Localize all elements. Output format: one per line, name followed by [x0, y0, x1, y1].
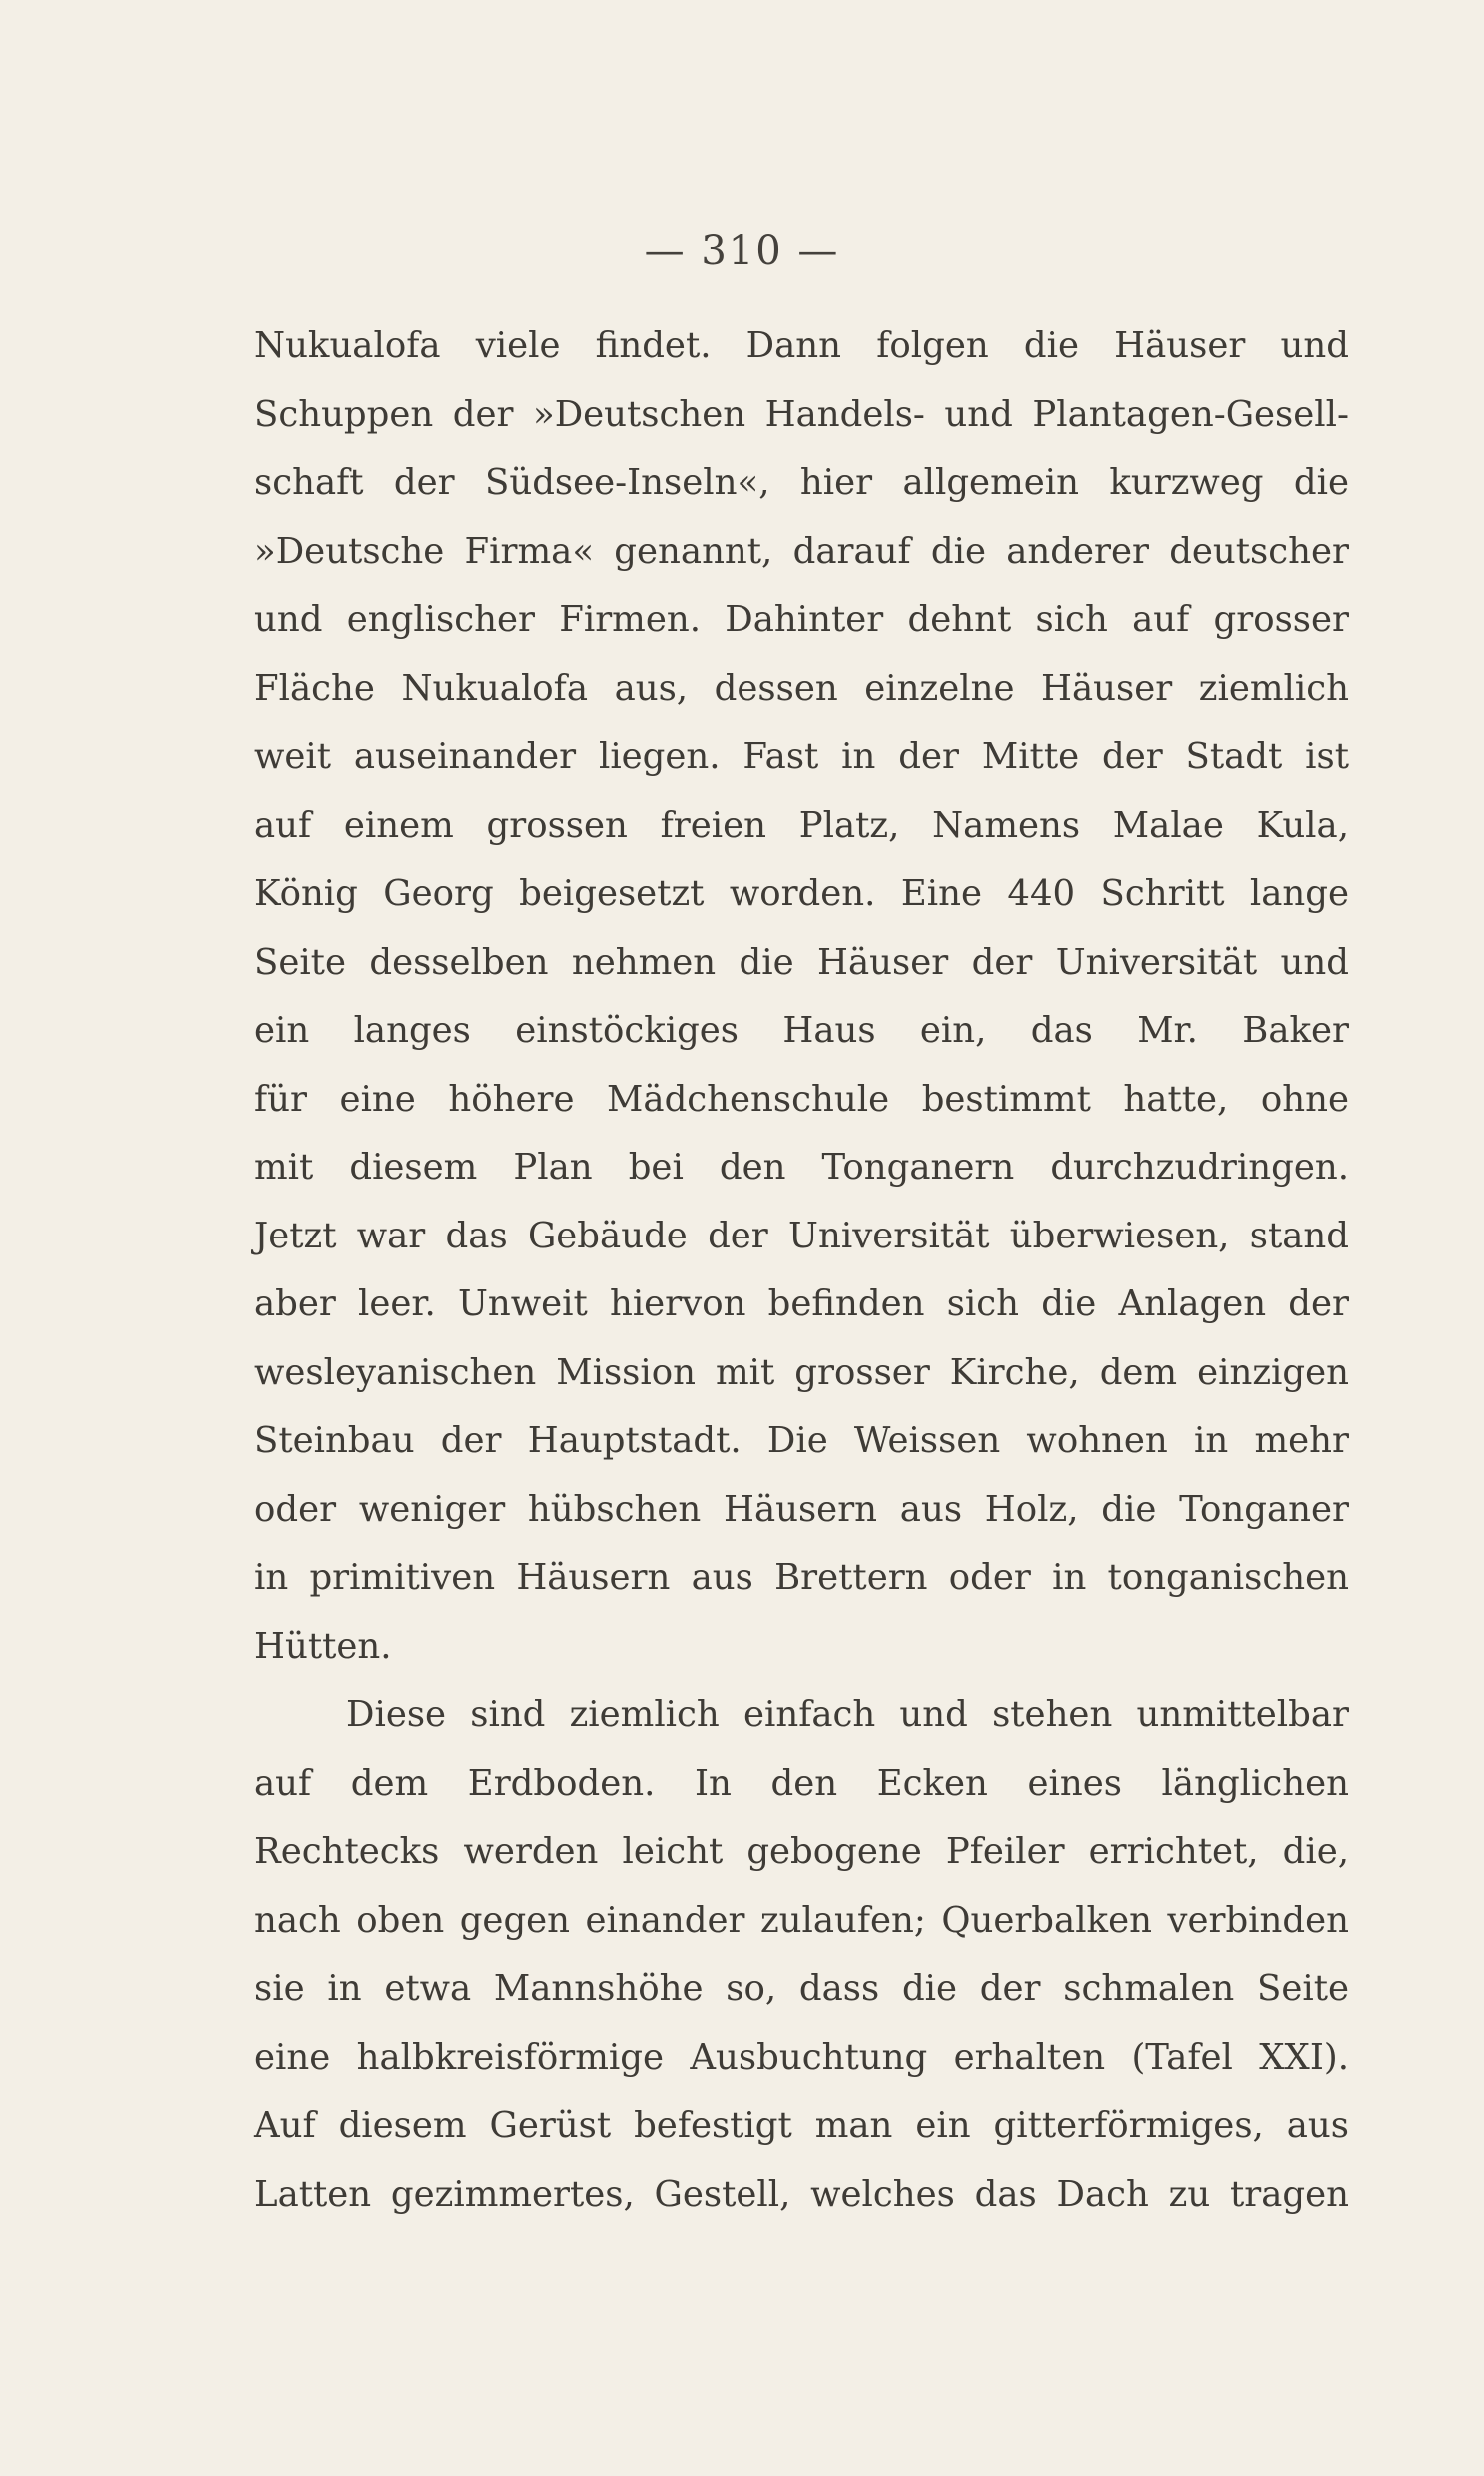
- text-line: Seite desselben nehmen die Häuser der Universität und: [254, 941, 1349, 983]
- text-line: Steinbau der Hauptstadt. Die Weissen wohnen in mehr: [254, 1420, 1349, 1461]
- text-line: Fläche Nukualofa aus, dessen einzelne Häuser ziemlich: [254, 667, 1349, 709]
- text-line: Latten gezimmertes, Gestell, welches das Dach zu tragen: [254, 2173, 1349, 2215]
- text-line: auf einem grossen freien Platz, Namens Malae Kula,: [254, 804, 1349, 846]
- text-line: Jetzt war das Gebäude der Universität überwiesen, stand: [254, 1215, 1349, 1256]
- text-line: auf dem Erdboden. In den Ecken eines länglichen: [254, 1762, 1349, 1804]
- text-line: mit diesem Plan bei den Tonganern durchzudringen.: [254, 1147, 1349, 1188]
- text-line: für eine höhere Mädchenschule bestimmt hatte, ohne: [254, 1078, 1349, 1120]
- text-line: in primitiven Häusern aus Brettern oder in tonganischen: [254, 1557, 1349, 1598]
- text-line: eine halbkreisförmige Ausbuchtung erhalten (Tafel XXI).: [254, 2036, 1349, 2078]
- text-line: Auf diesem Gerüst befestigt man ein gitterförmiges, aus: [254, 2105, 1349, 2146]
- text-line: sie in etwa Mannshöhe so, dass die der schmalen Seite: [254, 1968, 1349, 2009]
- text-line: oder weniger hübschen Häusern aus Holz, die Tonganer: [254, 1488, 1349, 1530]
- text-line: aber leer. Unweit hiervon befinden sich die Anlagen der: [254, 1283, 1349, 1324]
- text-line: Schuppen der »Deutschen Handels- und Plantagen-Gesell-: [254, 393, 1349, 435]
- text-line: Diese sind ziemlich einfach und stehen unmittelbar: [346, 1694, 1349, 1735]
- text-line: König Georg beigesetzt worden. Eine 440 Schritt lange: [254, 873, 1349, 914]
- text-line: und englischer Firmen. Dahinter dehnt sich auf grosser: [254, 599, 1349, 640]
- text-line: wesleyanischen Mission mit grosser Kirche, dem einzigen: [254, 1351, 1349, 1393]
- body-text: [254, 312, 1349, 2229]
- text-line: schaft der Südsee-Inseln«, hier allgemein kurzweg die: [254, 462, 1349, 503]
- text-line: weit auseinander liegen. Fast in der Mitte der Stadt ist: [254, 736, 1349, 777]
- text-line: ein langes einstöckiges Haus ein, das Mr. Baker: [254, 1010, 1349, 1051]
- text-line: »Deutsche Firma« genannt, darauf die anderer deutscher: [254, 530, 1349, 572]
- page-number: — 310 —: [644, 228, 840, 274]
- text-line: Hütten.: [254, 1625, 392, 1667]
- text-line: Rechtecks werden leicht gebogene Pfeiler errichtet, die,: [254, 1831, 1349, 1872]
- text-line: Nukualofa viele findet. Dann folgen die Häuser und: [254, 325, 1349, 366]
- text-line: nach oben gegen einander zulaufen; Querbalken verbinden: [254, 1899, 1349, 1941]
